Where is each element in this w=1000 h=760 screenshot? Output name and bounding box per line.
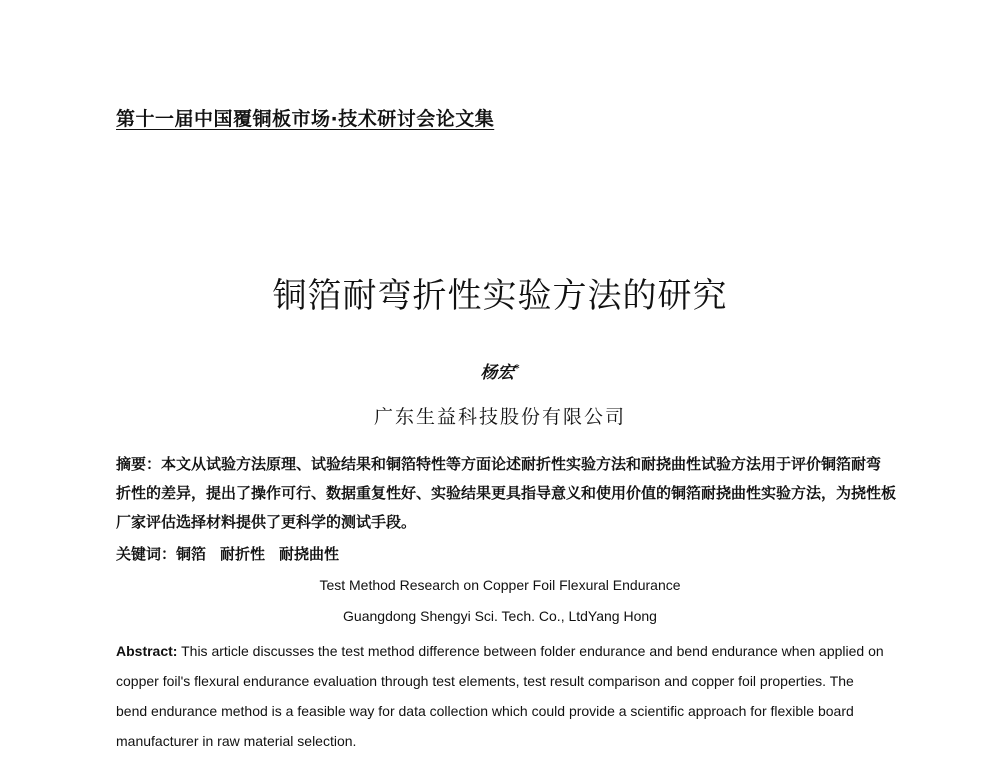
keyword-item: 耐折性 [220, 545, 266, 563]
conference-header: 第十一届中国覆铜板市场·技术研讨会论文集 [116, 108, 495, 130]
keyword-item: 铜箔 [176, 545, 207, 563]
author-name-cn: 杨宏 [480, 363, 515, 383]
paper-title-cn: 铜箔耐弯折性实验方法的研究 [272, 276, 728, 316]
abstract-cn-label: 摘要： [116, 455, 162, 473]
abstract-cn [116, 450, 896, 537]
abstract-en-text: This article discusses the test method difference between folder endurance and bend endurance when applied on copper foil's flexural endurance evaluation through test elements, test result comparison and copper foil properties. The bend endurance method is a feasible way for data collection which could provide a scientific approach for flexible board manufacturer in raw material selection. [116, 643, 884, 749]
affiliation-cn: 广东生益科技股份有限公司 [373, 406, 626, 428]
author-line [0, 358, 1000, 383]
abstract-en-label: Abstract: [116, 643, 178, 659]
author-footnote-mark: * [514, 363, 520, 375]
keywords-line [116, 543, 339, 564]
abstract-en [116, 636, 886, 756]
keyword-item: 耐挠曲性 [279, 545, 340, 563]
paper-title-en: Test Method Research on Copper Foil Flexural Endurance [319, 577, 681, 593]
keywords-label: 关键词： [116, 545, 177, 563]
abstract-cn-text: 本文从试验方法原理、试验结果和铜箔特性等方面论述耐折性实验方法和耐挠曲性试验方法用于评价铜箔耐弯折性的差异，提出了操作可行、数据重复性好、实验结果更具指导意义和使用价值的铜箔耐挠曲性实验方法，为挠性板厂家评估选择材料提供了更科学的测试手段。 [116, 455, 897, 531]
affiliation-en: Guangdong Shengyi Sci. Tech. Co., LtdYang Hong [343, 608, 657, 624]
